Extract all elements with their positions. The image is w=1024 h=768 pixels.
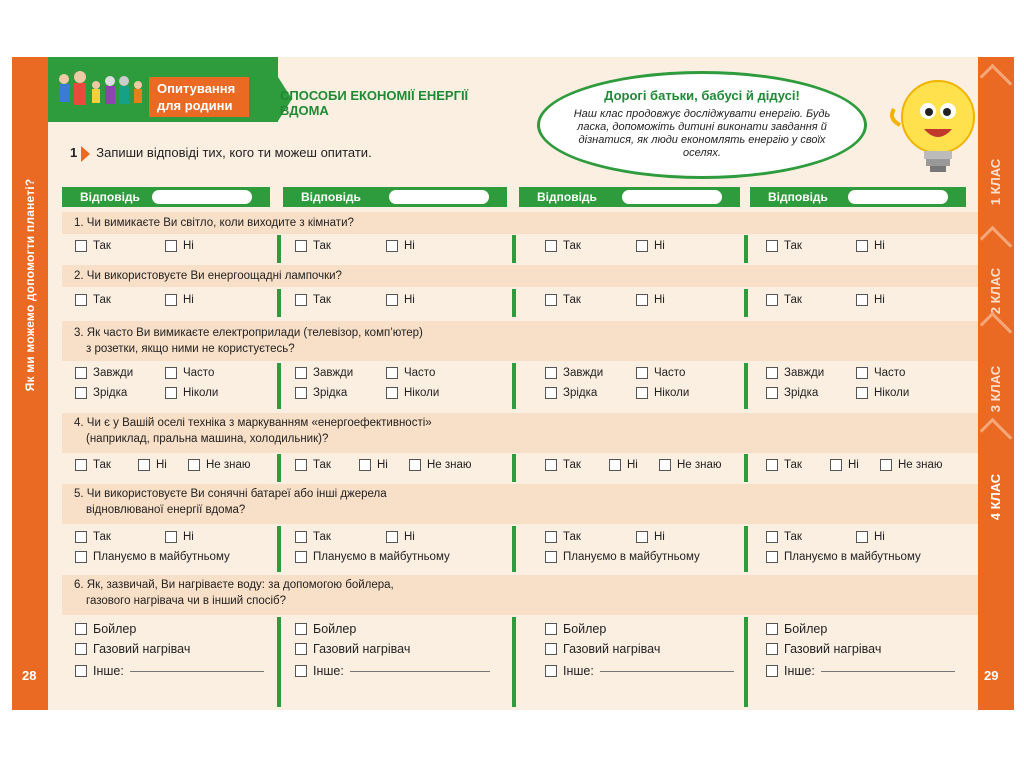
option-label: Ні [183, 294, 194, 306]
checkbox-icon [75, 387, 87, 399]
checkbox-icon [545, 551, 557, 563]
family-illustration [52, 67, 152, 117]
column-separator [512, 617, 516, 707]
klas-tab-2: 2 КЛАС [988, 267, 1003, 315]
checkbox-icon [409, 459, 421, 471]
option-label: Ні [183, 531, 194, 543]
checkbox-tak[interactable] [766, 531, 802, 543]
checkbox-tak[interactable] [545, 459, 581, 471]
option-label: Так [563, 459, 581, 471]
column-separator [744, 363, 748, 409]
option-label: Так [563, 294, 581, 306]
survey-badge: Опитування для родини [149, 77, 249, 117]
checkbox-planuyemo[interactable] [545, 551, 700, 563]
checkbox-icon [636, 367, 648, 379]
checkbox-chasto[interactable] [165, 367, 214, 379]
checkbox-gas-heater[interactable] [295, 642, 410, 656]
checkbox-tak[interactable] [75, 459, 111, 471]
option-label: Ні [404, 531, 415, 543]
checkbox-other[interactable] [545, 664, 734, 678]
checkbox-icon [766, 387, 778, 399]
checkbox-nikoly[interactable] [856, 387, 909, 399]
option-label: Зрідка [784, 387, 819, 399]
checkbox-tak[interactable] [295, 459, 331, 471]
checkbox-gas-heater[interactable] [75, 642, 190, 656]
column-label: Відповідь [768, 190, 828, 204]
checkbox-icon [295, 531, 307, 543]
checkbox-zavzhdy[interactable] [545, 367, 603, 379]
checkbox-ni[interactable] [636, 531, 665, 543]
option-label: Ні [183, 240, 194, 252]
checkbox-icon [359, 459, 371, 471]
checkbox-tak[interactable] [75, 294, 111, 306]
option-label: Зрідка [93, 387, 128, 399]
checkbox-icon [165, 294, 177, 306]
checkbox-tak[interactable] [75, 531, 111, 543]
column-separator [277, 526, 281, 572]
checkbox-chasto[interactable] [636, 367, 685, 379]
column-separator [277, 617, 281, 707]
checkbox-icon [295, 551, 307, 563]
checkbox-icon [545, 459, 557, 471]
checkbox-planuyemo[interactable] [766, 551, 921, 563]
checkbox-icon [545, 665, 557, 677]
option-label: Плануємо в майбутньому [563, 551, 700, 563]
checkbox-ni[interactable] [830, 459, 859, 471]
chevron-icon [980, 418, 1013, 451]
checkbox-ni[interactable] [386, 240, 415, 252]
speech-bubble [537, 71, 867, 179]
checkbox-nikoly[interactable] [636, 387, 689, 399]
option-label: Так [313, 240, 331, 252]
checkbox-icon [75, 643, 87, 655]
option-label: Так [784, 294, 802, 306]
option-label: Ні [874, 531, 885, 543]
answer-column-2 [283, 187, 507, 207]
column-separator [512, 235, 516, 263]
question-row-5 [62, 484, 978, 524]
checkbox-icon [545, 643, 557, 655]
option-label: Так [563, 240, 581, 252]
checkbox-icon [766, 643, 778, 655]
other-answer-line[interactable] [821, 671, 955, 672]
checkbox-ne-znayu[interactable] [188, 459, 251, 471]
checkbox-icon [138, 459, 150, 471]
name-field-3[interactable] [622, 190, 722, 204]
checkbox-icon [856, 387, 868, 399]
checkbox-ni[interactable] [359, 459, 388, 471]
book-spread [12, 57, 1014, 710]
option-label: Бойлер [313, 622, 357, 636]
option-label: Ні [654, 240, 665, 252]
name-field-1[interactable] [152, 190, 252, 204]
checkbox-planuyemo[interactable] [75, 551, 230, 563]
question-text: 2. Чи використовуєте Ви енергоощадні лампочки? [74, 270, 342, 282]
checkbox-nikoly[interactable] [165, 387, 218, 399]
option-label: Не знаю [677, 459, 722, 471]
checkbox-zridka[interactable] [295, 387, 347, 399]
checkbox-planuyemo[interactable] [295, 551, 450, 563]
option-label: Не знаю [427, 459, 472, 471]
checkbox-icon [636, 387, 648, 399]
checkbox-other[interactable] [75, 664, 264, 678]
checkbox-icon [165, 531, 177, 543]
column-separator [744, 289, 748, 317]
question-text: з розетки, якщо ними не користуєтесь? [86, 343, 295, 355]
option-label: Ні [874, 294, 885, 306]
option-label: Ніколи [404, 387, 440, 399]
klas-tab-1: 1 КЛАС [988, 158, 1003, 206]
checkbox-icon [545, 367, 557, 379]
chevron-icon [980, 312, 1013, 345]
checkbox-tak[interactable] [295, 240, 331, 252]
page-number-left: 28 [22, 668, 37, 683]
question-text: 5. Чи використовуєте Ви сонячні батареї або інші джерела [74, 488, 387, 500]
option-label: Так [93, 531, 111, 543]
checkbox-ne-znayu[interactable] [880, 459, 943, 471]
option-label: Часто [183, 367, 215, 379]
klas-tab-4: 4 КЛАС [988, 473, 1003, 521]
option-label: Ніколи [654, 387, 690, 399]
column-separator [744, 454, 748, 482]
question-row-6 [62, 575, 978, 615]
question-text: 4. Чи є у Вашій оселі техніка з маркуванням «енергоефективності» [74, 417, 432, 429]
option-label: Часто [404, 367, 436, 379]
checkbox-zridka[interactable] [75, 387, 127, 399]
checkbox-icon [75, 665, 87, 677]
option-label: Плануємо в майбутньому [784, 551, 921, 563]
checkbox-gas-heater[interactable] [545, 642, 660, 656]
checkbox-tak[interactable] [545, 294, 581, 306]
column-separator [512, 454, 516, 482]
checkbox-ni[interactable] [856, 294, 885, 306]
option-label: Завжди [784, 367, 825, 379]
option-label: Інше: [563, 664, 594, 678]
checkbox-icon [545, 531, 557, 543]
checkbox-icon [545, 387, 557, 399]
checkbox-icon [856, 367, 868, 379]
checkbox-icon [386, 294, 398, 306]
checkbox-icon [75, 459, 87, 471]
checkbox-icon [386, 240, 398, 252]
checkbox-icon [386, 367, 398, 379]
option-label: Бойлер [93, 622, 137, 636]
checkbox-zavzhdy[interactable] [75, 367, 133, 379]
column-label: Відповідь [301, 190, 361, 204]
checkbox-tak[interactable] [545, 240, 581, 252]
checkbox-icon [295, 387, 307, 399]
answer-column-3 [519, 187, 740, 207]
answer-column-1 [62, 187, 270, 207]
checkbox-icon [766, 623, 778, 635]
option-label: Бойлер [563, 622, 607, 636]
column-separator [277, 363, 281, 409]
checkbox-icon [386, 531, 398, 543]
option-label: Ніколи [183, 387, 219, 399]
column-separator [744, 526, 748, 572]
other-answer-line[interactable] [350, 671, 490, 672]
checkbox-boiler[interactable] [545, 622, 606, 636]
checkbox-boiler[interactable] [75, 622, 136, 636]
checkbox-icon [766, 294, 778, 306]
checkbox-icon [659, 459, 671, 471]
column-separator [512, 363, 516, 409]
question-text: 3. Як часто Ви вимикаєте електроприлади (телевізор, комп’ютер) [74, 327, 423, 339]
checkbox-icon [295, 240, 307, 252]
checkbox-icon [766, 531, 778, 543]
option-label: Ні [654, 531, 665, 543]
checkbox-gas-heater[interactable] [766, 642, 881, 656]
option-label: Ніколи [874, 387, 910, 399]
checkbox-icon [295, 459, 307, 471]
checkbox-zavzhdy[interactable] [766, 367, 824, 379]
checkbox-tak[interactable] [295, 531, 331, 543]
checkbox-tak[interactable] [75, 240, 111, 252]
checkbox-tak[interactable] [766, 294, 802, 306]
option-label: Так [784, 531, 802, 543]
checkbox-ni[interactable] [386, 531, 415, 543]
checkbox-chasto[interactable] [386, 367, 435, 379]
option-label: Не знаю [206, 459, 251, 471]
checkbox-icon [856, 240, 868, 252]
question-row-3 [62, 321, 978, 361]
option-label: Ні [654, 294, 665, 306]
left-side-strip [12, 57, 48, 710]
option-label: Ні [848, 459, 859, 471]
option-label: Плануємо в майбутньому [313, 551, 450, 563]
task-text: Запиши відповіді тих, кого ти можеш опитати. [96, 145, 372, 160]
checkbox-other[interactable] [295, 664, 490, 678]
lightbulb-mascot-icon [880, 75, 980, 185]
checkbox-ni[interactable] [165, 294, 194, 306]
option-label: Газовий нагрівач [93, 642, 191, 656]
left-strip-title: Як ми можемо допомогти планеті? [23, 178, 37, 392]
checkbox-ni[interactable] [856, 240, 885, 252]
option-label: Завжди [313, 367, 354, 379]
answer-column-4 [750, 187, 966, 207]
question-row-2 [62, 265, 978, 287]
checkbox-icon [545, 240, 557, 252]
checkbox-ni[interactable] [856, 531, 885, 543]
checkbox-boiler[interactable] [295, 622, 356, 636]
option-label: Так [784, 240, 802, 252]
bubble-text: Наш клас продовжує досліджувати енергію. Будь ласка, допоможіть дитині виконати завдання й дізнатися, як люди економлять енергію у своїх оселях. [573, 108, 831, 159]
checkbox-icon [75, 623, 87, 635]
checkbox-tak[interactable] [545, 531, 581, 543]
checkbox-icon [766, 551, 778, 563]
option-label: Ні [404, 240, 415, 252]
question-text: газового нагрівача чи в інший спосіб? [86, 595, 287, 607]
option-label: Плануємо в майбутньому [93, 551, 230, 563]
checkbox-tak[interactable] [766, 459, 802, 471]
bubble-title: Дорогі батьки, бабусі й дідусі! [604, 88, 800, 103]
checkbox-icon [165, 240, 177, 252]
option-label: Інше: [313, 664, 344, 678]
checkbox-icon [188, 459, 200, 471]
checkbox-boiler[interactable] [766, 622, 827, 636]
arrow-icon [81, 146, 90, 162]
checkbox-icon [766, 367, 778, 379]
checkbox-ni[interactable] [165, 531, 194, 543]
column-separator [512, 289, 516, 317]
other-answer-line[interactable] [600, 671, 734, 672]
checkbox-zavzhdy[interactable] [295, 367, 353, 379]
checkbox-ni[interactable] [165, 240, 194, 252]
column-separator [744, 617, 748, 707]
option-label: Ні [404, 294, 415, 306]
option-label: Так [563, 531, 581, 543]
checkbox-icon [830, 459, 842, 471]
checkbox-icon [856, 531, 868, 543]
option-label: Так [313, 294, 331, 306]
column-separator [277, 454, 281, 482]
checkbox-icon [295, 665, 307, 677]
checkbox-icon [75, 551, 87, 563]
question-text: 1. Чи вимикаєте Ви світло, коли виходите з кімнати? [74, 217, 354, 229]
option-label: Так [313, 531, 331, 543]
column-separator [277, 289, 281, 317]
checkbox-zridka[interactable] [545, 387, 597, 399]
checkbox-icon [75, 240, 87, 252]
checkbox-tak[interactable] [766, 240, 802, 252]
option-label: Часто [874, 367, 906, 379]
checkbox-icon [636, 240, 648, 252]
chevron-icon [980, 64, 1013, 97]
task-number: 1 [70, 145, 78, 160]
option-label: Так [313, 459, 331, 471]
option-label: Так [93, 240, 111, 252]
checkbox-ni[interactable] [609, 459, 638, 471]
name-field-2[interactable] [389, 190, 489, 204]
checkbox-icon [545, 623, 557, 635]
checkbox-icon [856, 294, 868, 306]
column-separator [744, 235, 748, 263]
klas-tab-3: 3 КЛАС [988, 365, 1003, 413]
question-text: 6. Як, зазвичай, Ви нагріваєте воду: за допомогою бойлера, [74, 579, 394, 591]
checkbox-other[interactable] [766, 664, 955, 678]
option-label: Завжди [93, 367, 134, 379]
option-label: Так [93, 459, 111, 471]
page-title: СПОСОБИ ЕКОНОМІЇ ЕНЕРГІЇ ВДОМА [280, 88, 469, 118]
option-label: Інше: [784, 664, 815, 678]
checkbox-icon [766, 240, 778, 252]
checkbox-icon [295, 367, 307, 379]
option-label: Не знаю [898, 459, 943, 471]
checkbox-icon [75, 294, 87, 306]
option-label: Ні [874, 240, 885, 252]
checkbox-ni[interactable] [636, 240, 665, 252]
question-text: (наприклад, пральна машина, холодильник)? [86, 433, 329, 445]
option-label: Так [93, 294, 111, 306]
checkbox-icon [609, 459, 621, 471]
page-number-right: 29 [984, 668, 999, 683]
checkbox-icon [165, 367, 177, 379]
checkbox-zridka[interactable] [766, 387, 818, 399]
option-label: Ні [156, 459, 167, 471]
checkbox-icon [766, 459, 778, 471]
option-label: Завжди [563, 367, 604, 379]
option-label: Бойлер [784, 622, 828, 636]
right-side-strip [978, 57, 1014, 710]
checkbox-icon [75, 531, 87, 543]
checkbox-ne-znayu[interactable] [409, 459, 472, 471]
column-separator [512, 526, 516, 572]
checkbox-icon [295, 294, 307, 306]
checkbox-icon [636, 294, 648, 306]
option-label: Часто [654, 367, 686, 379]
option-label: Газовий нагрівач [313, 642, 411, 656]
question-row-1 [62, 212, 978, 234]
checkbox-ne-znayu[interactable] [659, 459, 722, 471]
option-label: Так [784, 459, 802, 471]
checkbox-icon [165, 387, 177, 399]
column-label: Відповідь [80, 190, 140, 204]
option-label: Зрідка [313, 387, 348, 399]
option-label: Ні [627, 459, 638, 471]
question-row-4 [62, 413, 978, 453]
name-field-4[interactable] [848, 190, 948, 204]
checkbox-ni[interactable] [138, 459, 167, 471]
option-label: Газовий нагрівач [563, 642, 661, 656]
option-label: Зрідка [563, 387, 598, 399]
checkbox-ni[interactable] [386, 294, 415, 306]
column-label: Відповідь [537, 190, 597, 204]
option-label: Газовий нагрівач [784, 642, 882, 656]
checkbox-ni[interactable] [636, 294, 665, 306]
other-answer-line[interactable] [130, 671, 264, 672]
checkbox-icon [295, 623, 307, 635]
column-separator [277, 235, 281, 263]
checkbox-nikoly[interactable] [386, 387, 439, 399]
checkbox-icon [636, 531, 648, 543]
checkbox-tak[interactable] [295, 294, 331, 306]
checkbox-icon [386, 387, 398, 399]
checkbox-icon [295, 643, 307, 655]
question-text: відновлюваної енергії вдома? [86, 504, 246, 516]
task-instruction [70, 145, 372, 162]
checkbox-icon [880, 459, 892, 471]
option-label: Інше: [93, 664, 124, 678]
checkbox-icon [75, 367, 87, 379]
checkbox-icon [766, 665, 778, 677]
option-label: Ні [377, 459, 388, 471]
checkbox-chasto[interactable] [856, 367, 905, 379]
checkbox-icon [545, 294, 557, 306]
